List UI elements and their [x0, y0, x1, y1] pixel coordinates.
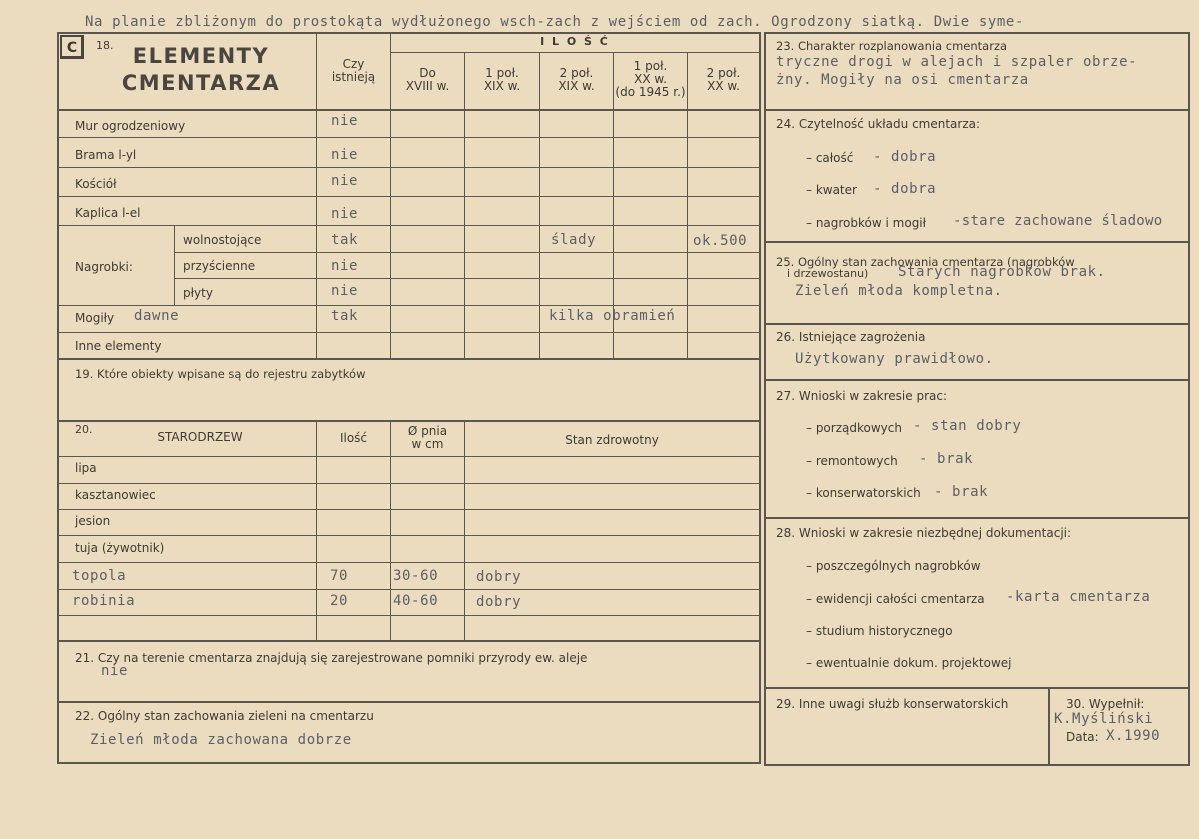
q27-remontowych-label: – remontowych — [806, 454, 898, 468]
q21-label: 21. Czy na terenie cmentarza znajdują się zarejestrowane pomniki przyrody ew. aleje — [75, 651, 588, 665]
nagrobki-wolnostojace-label: wolnostojące — [183, 233, 262, 247]
q23-label: 23. Charakter rozplanowania cmentarza — [776, 39, 1008, 53]
nagrobki-przyscienne-czy: nie — [331, 258, 359, 274]
nagrobki-plyty-czy: nie — [331, 283, 359, 299]
nagrobki-wolnostojace-2pol-xix: ślady — [551, 232, 597, 248]
tree-pien-robinia: 40-60 — [393, 593, 439, 609]
q25-label-line2: i drzewostanu) — [787, 267, 869, 280]
q28-ewidencji-label: – ewidencji całości cmentarza — [806, 592, 985, 606]
q24-label: 24. Czytelność układu cmentarza: — [776, 117, 981, 131]
q24-nagrobkow-label: – nagrobków i mogił — [806, 216, 927, 230]
tree-name-robinia: robinia — [72, 593, 136, 609]
q27-konserwatorskich-label: – konserwatorskich — [806, 486, 921, 500]
nagrobki-przyscienne-label: przyścienne — [183, 259, 256, 273]
tree-name-kasztanowiec: kasztanowiec — [75, 488, 156, 502]
q30-name: K.Myśliński — [1054, 711, 1154, 727]
row-label-mur: Mur ogrodzeniowy — [75, 119, 186, 133]
tree-name-topola: topola — [72, 568, 127, 584]
col-header-2pol-xix: 2 poł. XIX w. — [558, 66, 595, 93]
row-label-kaplica: Kaplica l-el — [75, 206, 141, 220]
row-czy-brama: nie — [331, 147, 359, 163]
form-code: C — [66, 40, 78, 56]
q24-kwater-label: – kwater — [806, 183, 857, 197]
nagrobki-label: Nagrobki: — [75, 260, 133, 274]
q24-calosc-label: – całość — [806, 151, 854, 165]
q27-porzadkowych-value: - stan dobry — [913, 418, 1022, 434]
q20-number: 20. — [75, 423, 93, 436]
q27-remontowych-value: - brak — [919, 451, 974, 467]
row-czy-mur: nie — [331, 113, 359, 129]
row-label-kosciol: Kościół — [75, 177, 117, 191]
q26-value: Użytkowany prawidłowo. — [795, 351, 994, 367]
q24-calosc-value: - dobra — [873, 149, 937, 165]
tree-name-lipa: lipa — [75, 461, 97, 475]
field-18-number: 18. — [96, 39, 114, 52]
q23-line1: tryczne drogi w alejach i szpaler obrze- — [776, 54, 1138, 70]
starodrzew-ilosc-header: Ilość — [339, 431, 368, 445]
q28-nagrobkow-label: – poszczególnych nagrobków — [806, 559, 981, 573]
tree-ilosc-robinia: 20 — [330, 593, 349, 609]
nagrobki-wolnostojace-czy: tak — [331, 232, 359, 248]
q25-typed-line1: Starych nagrobków brak. — [898, 264, 1106, 280]
inne-elementy-label: Inne elementy — [75, 339, 162, 353]
mogily-typed: dawne — [134, 308, 180, 324]
tree-name-tuja: tuja (żywotnik) — [75, 541, 165, 555]
q28-label: 28. Wnioski w zakresie niezbędnej dokumentacji: — [776, 526, 1072, 540]
czy-istnieja-header: Czy istnieją — [331, 57, 376, 84]
col-header-xviii: Do XVIII w. — [405, 66, 450, 93]
col-header-1pol-xix: 1 poł. XIX w. — [483, 66, 521, 93]
mogily-2pol-xix: kilka obramień — [549, 308, 676, 324]
form-code-box — [60, 35, 84, 59]
starodrzew-stan-header: Stan zdrowotny — [565, 433, 659, 447]
nagrobki-wolnostojace-2pol-xx: ok.500 — [693, 233, 748, 249]
tree-ilosc-topola: 70 — [330, 568, 349, 584]
top-description-text: Na planie zbliżonym do prostokąta wydłużonego wsch-zach z wejściem od zach. Ogrodzony siatką. Dwie syme- — [85, 14, 1024, 30]
tree-name-jesion: jesion — [75, 514, 111, 528]
cmentarza-title: CMENTARZA — [121, 71, 281, 95]
tree-stan-robinia: dobry — [476, 594, 522, 610]
row-czy-kaplica: nie — [331, 206, 359, 222]
col-header-2pol-xx: 2 poł. XX w. — [706, 66, 741, 93]
starodrzew-title: STARODRZEW — [157, 430, 243, 444]
q28-projektowej-label: – ewentualnie dokum. projektowej — [806, 656, 1012, 670]
row-czy-kosciol: nie — [331, 173, 359, 189]
mogily-label: Mogiły — [75, 311, 115, 325]
q30-label: 30. Wypełnił: — [1066, 697, 1145, 711]
q24-kwater-value: - dobra — [873, 181, 937, 197]
q26-label: 26. Istniejące zagrożenia — [776, 330, 926, 344]
tree-stan-topola: dobry — [476, 569, 522, 585]
q19-label: 19. Które obiekty wpisane są do rejestru zabytków — [75, 367, 366, 381]
nagrobki-plyty-label: płyty — [183, 286, 213, 300]
q30-date: X.1990 — [1106, 728, 1161, 744]
q25-label-line1: 25. Ogólny stan zachowania cmentarza (nagrobków — [776, 255, 1075, 269]
q23-line2: żny. Mogiły na osi cmentarza — [776, 72, 1029, 88]
q28-ewidencji-value: -karta cmentarza — [1006, 589, 1151, 605]
q22-answer: Zieleń młoda zachowana dobrze — [90, 732, 352, 748]
q30-data-label: Data: — [1066, 730, 1099, 744]
q24-nagrobkow-value: -stare zachowane śladowo — [953, 213, 1163, 229]
q22-label: 22. Ogólny stan zachowania zieleni na cmentarzu — [75, 709, 374, 723]
elementy-title: ELEMENTY — [132, 44, 270, 68]
mogily-czy: tak — [331, 308, 359, 324]
q28-studium-label: – studium historycznego — [806, 624, 953, 638]
col-header-1pol-xx: 1 poł. XX w. (do 1945 r.) — [615, 59, 686, 99]
ilosc-header: I L O Ś Ć — [540, 35, 610, 48]
q21-answer: nie — [101, 663, 129, 679]
q25-typed-line2: Zieleń młoda kompletna. — [795, 283, 1003, 299]
row-label-brama: Brama l-yl — [75, 148, 137, 162]
starodrzew-pien-header: Ø pnia w cm — [407, 424, 448, 451]
tree-pien-topola: 30-60 — [393, 568, 439, 584]
q27-label: 27. Wnioski w zakresie prac: — [776, 389, 948, 403]
q27-porzadkowych-label: – porządkowych — [806, 421, 902, 435]
q29-label: 29. Inne uwagi służb konserwatorskich — [776, 697, 1009, 711]
q27-konserwatorskich-value: - brak — [934, 484, 989, 500]
